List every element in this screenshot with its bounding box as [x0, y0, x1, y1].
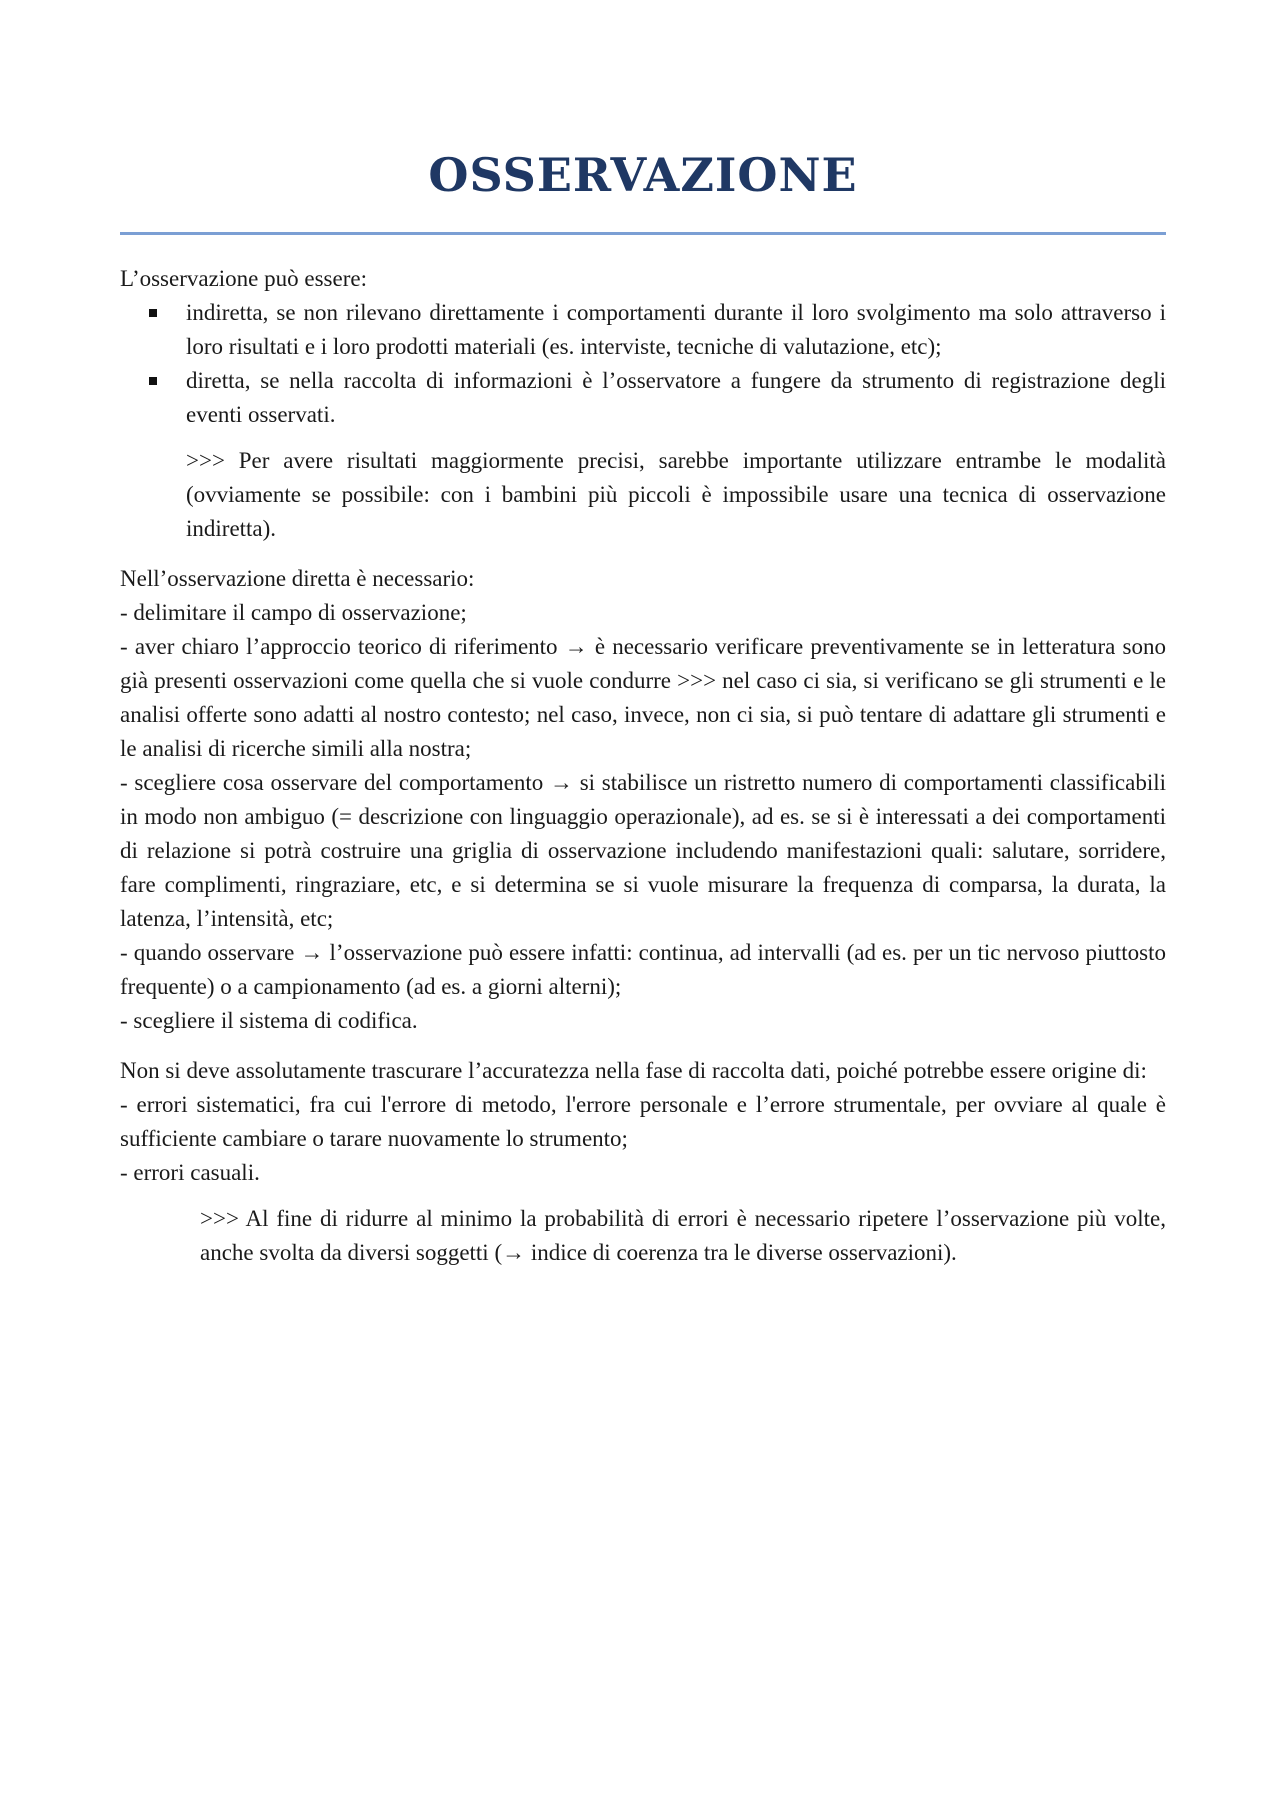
list-item: [120, 364, 1166, 432]
list-item: - scegliere il sistema di codifica.: [120, 1008, 418, 1033]
page-title: OSSERVAZIONE: [428, 148, 858, 202]
list-item: - errori casuali.: [120, 1160, 260, 1185]
section1-note: >>> Per avere risultati maggiormente precisi, sarebbe importante utilizzare entrambe le modalità (ovviamente se possibile: con i bambini più piccoli è impossibile usare una tecnica di osservazione indiretta).: [186, 448, 1166, 541]
section2: [120, 562, 1166, 1038]
square-bullet-icon: [149, 309, 157, 317]
list-item: - scegliere cosa osservare del comportamento → si stabilisce un ristretto numero di comportamenti classificabili in modo non ambiguo (= descrizione con linguaggio operazionale), ad es. se si è interessati a dei comportamenti di relazione si potrà costruire una griglia di osservazione includendo manifestazioni quali: salutare, sorridere, fare complimenti, ringraziare, etc, e si determina se si vuole misurare la frequenza di comparsa, la durata, la latenza, l’intensità, etc;: [120, 770, 1166, 931]
title-divider: [120, 232, 1166, 235]
bullet-text: diretta, se nella raccolta di informazioni è l’osservatore a fungere da strumento di registrazione degli eventi osservati.: [186, 368, 1166, 427]
section3-note: >>> Al fine di ridurre al minimo la probabilità di errori è necessario ripetere l’osservazione più volte, anche svolta da diversi soggetti (→ indice di coerenza tra le diverse osservazioni).: [200, 1206, 1166, 1265]
list-item: - errori sistematici, fra cui l'errore di metodo, l'errore personale e l’errore strumentale, per ovviare al quale è sufficiente cambiare o tarare nuovamente lo strumento;: [120, 1092, 1166, 1151]
document-body: [120, 262, 1166, 1270]
square-bullet-icon: [149, 377, 157, 385]
list-item: [120, 296, 1166, 364]
section2-lead: Nell’osservazione diretta è necessario:: [120, 566, 475, 591]
section1-lead: L’osservazione può essere:: [120, 266, 367, 291]
bullet-text: indiretta, se non rilevano direttamente i comportamenti durante il loro svolgimento ma solo attraverso i loro risultati e i loro prodotti materiali (es. interviste, tecniche di valutazione, etc);: [186, 300, 1166, 359]
section1-bullet-list: [120, 296, 1166, 432]
section3-lead: Non si deve assolutamente trascurare l’accuratezza nella fase di raccolta dati, poiché potrebbe essere origine di:: [120, 1058, 1147, 1083]
list-item: - quando osservare → l’osservazione può essere infatti: continua, ad intervalli (ad es. per un tic nervoso piuttosto frequente) o a campionamento (ad es. a giorni alterni);: [120, 940, 1166, 999]
list-item: - delimitare il campo di osservazione;: [120, 600, 467, 625]
section3: [120, 1054, 1166, 1270]
list-item: - aver chiaro l’approccio teorico di riferimento → è necessario verificare preventivamente se in letteratura sono già presenti osservazioni come quella che si vuole condurre >>> nel caso ci sia, si verificano se gli strumenti e le analisi offerte sono adatti al nostro contesto; nel caso, invece, non ci sia, si può tentare di adattare gli strumenti e le analisi di ricerche simili alla nostra;: [120, 634, 1166, 761]
